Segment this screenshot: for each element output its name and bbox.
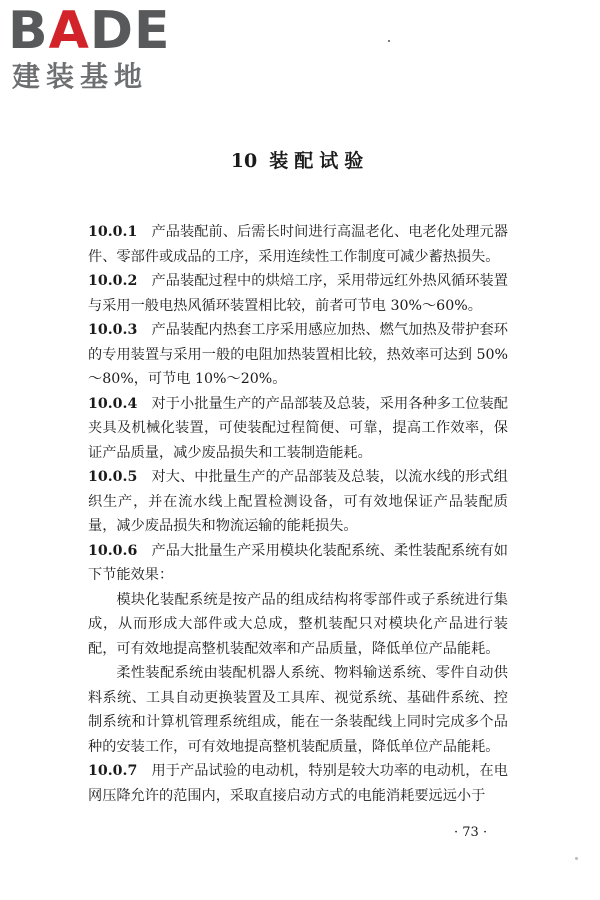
- logo-wordmark: BADE: [8, 1, 171, 61]
- scan-dot: [388, 40, 390, 42]
- page-body: [88, 220, 508, 808]
- clause-10-0-2: 10.0.2 产品装配过程中的烘焙工序，采用带远红外热风循环装置与采用一般电热风循环装置相比较，前者可节电 30%～60%。: [88, 273, 508, 314]
- chapter-heading: 装配试验: [269, 150, 370, 172]
- clause-10-0-4: 10.0.4 对于小批量生产的产品部装及总装，采用各种多工位装配夹具及机械化装置，可使装配过程简便、可靠，提高工作效率，保证产品质量，减少废品损失和工装制造能耗。: [88, 395, 508, 461]
- scan-corner-mark: [575, 857, 578, 860]
- page-number: · 73 ·: [454, 825, 488, 840]
- clause-10-0-6: 10.0.6 产品大批量生产采用模块化装配系统、柔性装配系统有如下节能效果：: [88, 542, 508, 583]
- clause-10-0-7: 10.0.7 用于产品试验的电动机，特别是较大功率的电动机，在电网压降允许的范围内，采取直接启动方式的电能消耗要远远小于: [88, 763, 508, 804]
- clause-10-0-5: 10.0.5 对大、中批量生产的产品部装及总装，以流水线的形式组织生产，并在流水线上配置检测设备，可有效地保证产品装配质量，减少废品损失和物流运输的能耗损失。: [88, 469, 508, 534]
- modular-assembly-paragraph: 模块化装配系统是按产品的组成结构将零部件或子系统进行集成，从而形成大部件或大总成，整机装配只对模块化产品进行装配，可有效地提高整机装配效率和产品质量，降低单位产品能耗。: [88, 591, 508, 657]
- logo-subtitle: 建装基地: [12, 60, 149, 93]
- clause-10-0-3: 10.0.3 产品装配内热套工序采用感应加热、燃气加热及带护套环的专用装置与采用一般的电阻加热装置相比较，热效率可达到 50%～80%，可节电 10%～20%。: [88, 322, 508, 387]
- chapter-title: [0, 146, 600, 173]
- bade-logo: [6, 2, 181, 97]
- clause-10-0-1: 10.0.1 产品装配前、后需长时间进行高温老化、电老化处理元器件、零部件或成品的工序，采用连续性工作制度可减少蓄热损失。: [88, 224, 508, 265]
- flexible-assembly-paragraph: 柔性装配系统由装配机器人系统、物料输送系统、零件自动供料系统、工具自动更换装置及工具库、视觉系统、基础件系统、控制系统和计算机管理系统组成，能在一条装配线上同时完成多个品种的安装工作，可有效地提高整机装配质量，降低单位产品能耗。: [88, 665, 508, 755]
- chapter-number: 10: [230, 150, 258, 172]
